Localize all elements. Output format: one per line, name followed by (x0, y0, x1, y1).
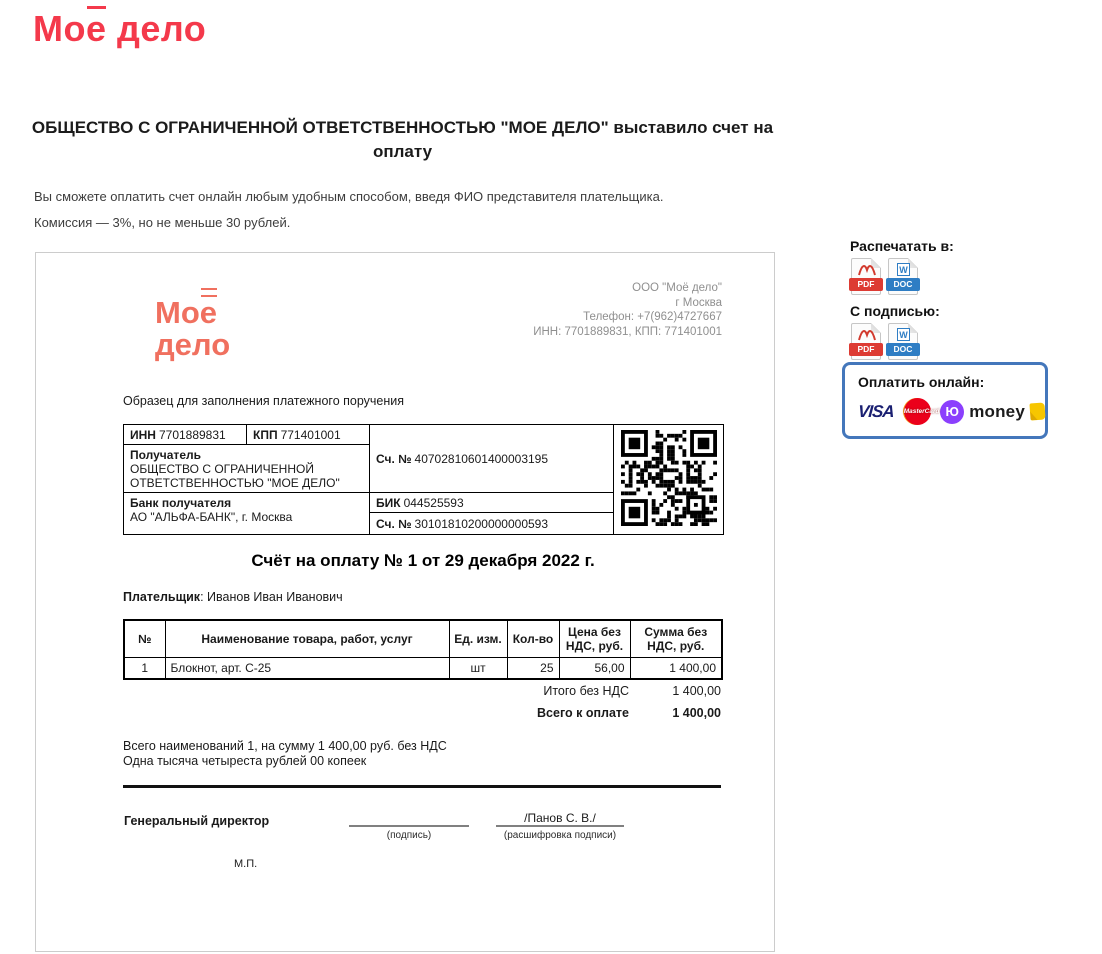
item-row (124, 658, 722, 680)
payer-label: Плательщик (123, 590, 201, 604)
invoice-title: Счёт на оплату № 1 от 29 декабря 2022 г. (251, 551, 595, 570)
corr-account-cell (370, 513, 614, 535)
word-w-icon: W (897, 328, 910, 341)
company-phone: Телефон: +7(962)4727667 (583, 311, 722, 323)
col-number: № (124, 620, 165, 658)
signed-icons-row (851, 323, 918, 360)
payer-name: Иванов Иван Иванович (207, 590, 343, 604)
visa-logo: VISA (857, 401, 895, 421)
pdf-badge: PDF (849, 343, 883, 356)
payer-line (123, 590, 343, 604)
bank-label: Банк получателя (130, 496, 232, 510)
col-unit: Ед. изм. (449, 620, 507, 658)
invoice-logo-yo: е (199, 295, 218, 330)
total-label: Всего к оплате (537, 706, 629, 720)
yoomoney-wallet-icon (1029, 402, 1045, 420)
intro-text (34, 184, 663, 236)
section-divider (123, 785, 721, 788)
qr-code (621, 430, 717, 526)
company-header (533, 281, 722, 339)
yoomoney-yu-icon: Ю (940, 400, 964, 424)
download-doc-icon[interactable] (888, 258, 918, 295)
pdf-badge: PDF (849, 278, 883, 291)
recipient-value: ОБЩЕСТВО С ОГРАНИЧЕННОЙ ОТВЕТСТВЕННОСТЬЮ "МОЕ ДЕЛО" (130, 462, 340, 490)
signature-name: /Панов С. В./ (524, 811, 596, 825)
payment-order-sample-label: Образец для заполнения платежного поручения (123, 394, 405, 408)
total-value: 1 400,00 (672, 706, 721, 720)
bank-value: АО "АЛЬФА-БАНК", г. Москва (130, 510, 293, 524)
stamp-placeholder: М.П. (234, 858, 258, 870)
download-pdf-icon[interactable] (851, 258, 881, 295)
account-label: Сч. № (376, 451, 412, 466)
director-label: Генеральный директор (124, 814, 270, 828)
invoice-logo-line2: дело (155, 327, 231, 362)
kpp-cell (247, 425, 370, 445)
subtotal-value: 1 400,00 (672, 684, 721, 698)
qr-cell (614, 425, 724, 535)
intro-line-1: Вы сможете оплатить счет онлайн любым удобным способом, введя ФИО представителя плательщика. (34, 189, 664, 204)
mastercard-logo (903, 398, 940, 425)
subtotal-row (123, 680, 721, 702)
item-price: 56,00 (559, 658, 630, 680)
recipient-label: Получатель (130, 448, 201, 462)
page-title: ОБЩЕСТВО С ОГРАНИЧЕННОЙ ОТВЕТСТВЕННОСТЬЮ "МОЕ ДЕЛО" выставило счет на оплату (31, 118, 774, 161)
signature-line (349, 825, 469, 827)
inn-value: 7701889831 (158, 427, 226, 442)
totals-block (123, 680, 721, 724)
subtotal-label: Итого без НДС (543, 684, 629, 698)
kpp-value: 771401001 (280, 427, 341, 442)
bik-value: 044525593 (403, 495, 464, 510)
account-cell (370, 425, 614, 493)
yoomoney-logo (940, 400, 1045, 424)
moedelo-logo (33, 8, 206, 50)
logo-yo-letter: е (85, 8, 107, 49)
account-value: 40702810601400003195 (414, 451, 549, 466)
company-city: г Москва (675, 296, 722, 309)
item-unit: шт (449, 658, 507, 680)
recipient-cell (124, 445, 370, 493)
doc-badge: DOC (886, 343, 920, 356)
signature-caption: (подпись) (386, 830, 432, 841)
print-label: Распечатать в: (850, 238, 954, 254)
logo-text-prefix: Мо (33, 8, 86, 49)
corr-account-label: Сч. № (376, 516, 412, 531)
col-price: Цена без НДС, руб. (559, 620, 630, 658)
payment-logos-row (858, 398, 1045, 425)
yoomoney-wordmark: money (969, 401, 1025, 421)
signature-decipher-caption: (расшифровка подписи) (503, 830, 617, 841)
item-number: 1 (124, 658, 165, 680)
inn-cell (124, 425, 247, 445)
signed-label: С подписью: (850, 303, 940, 319)
item-qty: 25 (507, 658, 559, 680)
invoice-logo (155, 297, 230, 361)
mastercard-wordmark: MasterCard (903, 408, 940, 415)
doc-badge: DOC (886, 278, 920, 291)
logo-text-suffix: дело (106, 8, 207, 49)
pay-online-box (842, 362, 1048, 439)
summary-count-line: Всего наименований 1, на сумму 1 400,00 руб. без НДС (123, 739, 447, 753)
col-item-name: Наименование товара, работ, услуг (165, 620, 449, 658)
word-w-icon: W (897, 263, 910, 276)
item-sum: 1 400,00 (630, 658, 722, 680)
kpp-label: КПП (253, 427, 278, 442)
invoice-logo-line1 (155, 297, 230, 329)
signature-decipher-line (496, 825, 624, 827)
item-name: Блокнот, арт. С-25 (165, 658, 449, 680)
invoice-logo-prefix: Мо (155, 295, 200, 330)
bik-cell (370, 493, 614, 513)
bik-label: БИК (376, 495, 401, 510)
summary-block (123, 739, 447, 769)
intro-line-2: Комиссия — 3%, но не меньше 30 рублей. (34, 215, 291, 230)
col-sum: Сумма без НДС, руб. (630, 620, 722, 658)
summary-words-line: Одна тысяча четыреста рублей 00 копеек (123, 754, 367, 768)
download-signed-pdf-icon[interactable] (851, 323, 881, 360)
invoice-sheet (35, 252, 775, 952)
company-name: ООО "Моё дело" (632, 282, 722, 294)
total-row (123, 702, 721, 724)
inn-label: ИНН (130, 427, 156, 442)
company-inn-kpp: ИНН: 7701889831, КПП: 771401001 (533, 325, 722, 338)
items-header-row (124, 620, 722, 658)
pay-online-label: Оплатить онлайн: (858, 374, 985, 390)
items-table (123, 619, 723, 680)
download-signed-doc-icon[interactable] (888, 323, 918, 360)
col-qty: Кол-во (507, 620, 559, 658)
print-icons-row (851, 258, 918, 295)
payer-separator: : (200, 590, 208, 604)
bank-details-table (123, 424, 724, 535)
bank-cell (124, 493, 370, 535)
corr-account-value: 30101810200000000593 (414, 516, 549, 531)
